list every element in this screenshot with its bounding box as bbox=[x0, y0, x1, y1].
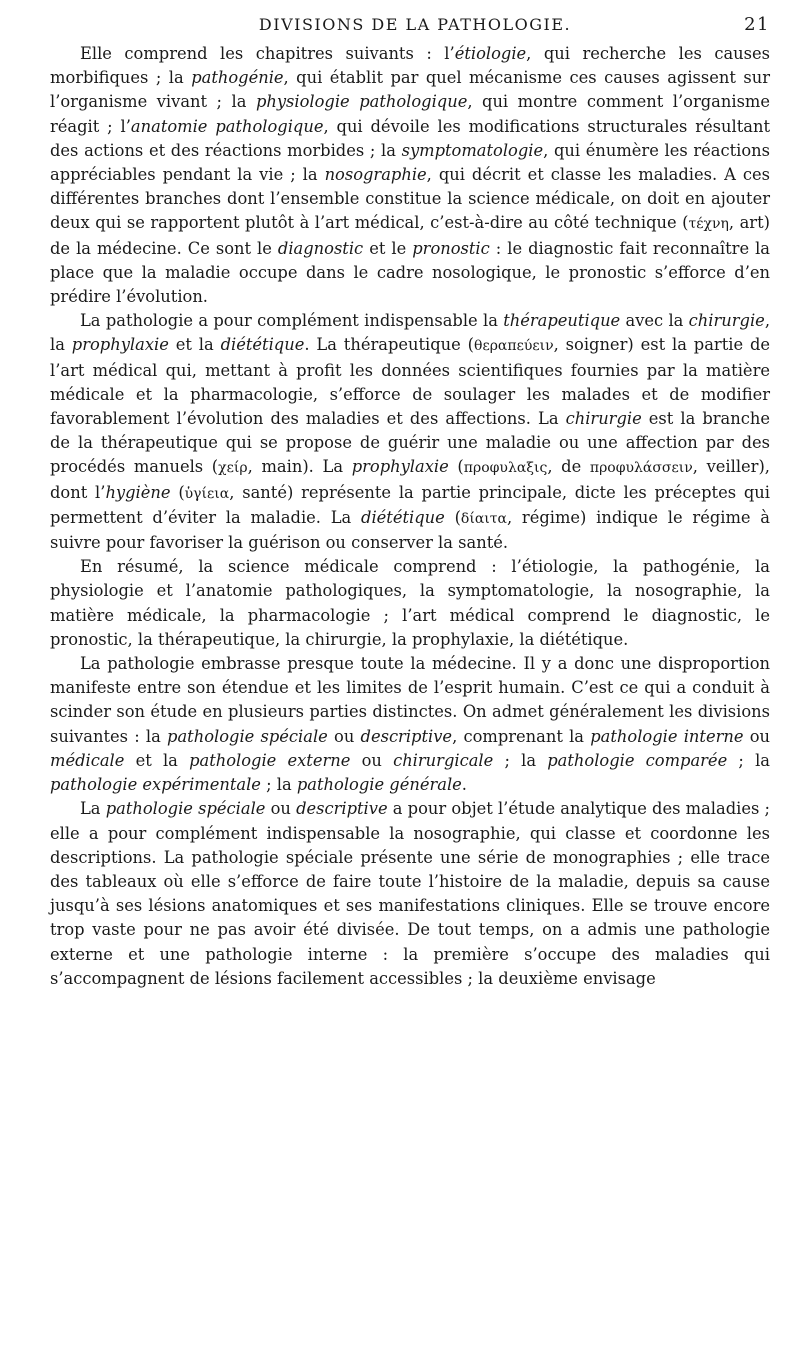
text-run: ou bbox=[743, 726, 770, 746]
text-run: , qui décrit et classe les maladies. A ces différentes branches dont l’ensemble constitue la science médicale, on doit en ajouter deux qui se rapportent plutôt à l’art médical, c’est-à-dire au côté technique ( bbox=[50, 165, 770, 233]
text-run: et la bbox=[168, 335, 221, 355]
paragraph bbox=[50, 309, 770, 555]
italic-term: hygiène bbox=[105, 482, 171, 502]
italic-term: pathogénie bbox=[191, 68, 284, 88]
running-head bbox=[50, 14, 770, 42]
text-run: , de bbox=[547, 457, 590, 477]
text-run: ( bbox=[170, 482, 185, 502]
text-run: , main). La bbox=[247, 457, 352, 477]
text-run: ( bbox=[448, 457, 464, 477]
running-title: DIVISIONS DE LA PATHOLOGIE. bbox=[258, 15, 572, 34]
text-run: ( bbox=[444, 507, 461, 527]
italic-term: diététique bbox=[220, 335, 305, 355]
text-run: , art) de la médecine. Ce sont le bbox=[50, 213, 770, 258]
text-run: , qui recherche les causes morbifiques ; la bbox=[50, 44, 770, 88]
paragraph bbox=[50, 42, 770, 309]
text-run: ou bbox=[350, 750, 394, 770]
text-run: ou bbox=[265, 799, 297, 819]
text-run: Elle comprend les chapitres suivants : l’ bbox=[80, 44, 455, 63]
greek-word: δίαιτα bbox=[460, 510, 507, 527]
text-run: . bbox=[461, 775, 467, 795]
page-number: 21 bbox=[744, 14, 770, 35]
body-text bbox=[50, 42, 770, 991]
italic-term: pathologie spéciale bbox=[167, 726, 328, 746]
italic-term: chirurgicale bbox=[393, 750, 494, 770]
text-run: . La thérapeutique ( bbox=[304, 335, 475, 355]
greek-word: θεραπεύειν bbox=[474, 338, 554, 355]
italic-term: pronostic bbox=[412, 238, 490, 258]
greek-word: χείρ bbox=[218, 460, 248, 477]
italic-term: prophylaxie bbox=[71, 335, 169, 355]
italic-term: descriptive bbox=[296, 799, 388, 819]
italic-term: pathologie générale bbox=[296, 775, 462, 795]
greek-word: προφυλάσσειν bbox=[589, 460, 693, 477]
text-run: et la bbox=[124, 750, 190, 770]
text-run: ; la bbox=[260, 775, 297, 795]
text-run: , régime) indique le régime à suivre pour favoriser la guérison ou conserver la santé. bbox=[50, 507, 771, 553]
text-run: a pour objet l’étude analytique des maladies ; elle a pour complément indispensable la nosographie, qui classe et coordonne les descriptions. La pathologie spéciale présente une série de monographies ; elle trace des tableaux où elle s’efforce de faire toute l’histoire de la maladie, depuis sa cause jusqu’à ses lésions anatomiques et ses manifestations cliniques. Elle se trouve encore trop vaste pour ne pas avoir été divisée. De tout temps, on a admis une pathologie externe et une pathologie interne : la première s’occupe des maladies qui s’accompagnent de lésions facilement accessibles ; la deuxième envisage bbox=[50, 799, 770, 988]
italic-term: symptomatologie bbox=[401, 140, 544, 160]
text-run: , qui énumère les réactions appréciables pendant la vie ; la bbox=[50, 140, 770, 185]
text-run: En résumé, la science médicale comprend : l’étiologie, la pathogénie, la physiologie et l’anatomie pathologiques, la symptomatologie, la nosographie, la matière médicale, la pharmacologie ; l’art médical comprend le diagnostic, le pronostic, la thérapeutique, la chirurgie, la prophylaxie, la diététique. bbox=[50, 557, 770, 649]
italic-term: médicale bbox=[50, 750, 125, 770]
text-run: ; la bbox=[493, 750, 548, 770]
greek-word: τέχνη bbox=[688, 216, 729, 233]
text-run: , qui montre comment l’organisme réagit ; l’ bbox=[50, 92, 770, 136]
paragraph bbox=[50, 555, 770, 652]
text-run: et le bbox=[363, 238, 413, 258]
text-run: , qui dévoile les modifications structurales résultant des actions et des réactions morbides ; la bbox=[50, 116, 771, 160]
text-run: avec la bbox=[620, 311, 689, 331]
text-run: La pathologie a pour complément indispensable la bbox=[80, 311, 504, 331]
greek-word: προφυλαξις bbox=[463, 460, 548, 477]
italic-term: chirurgie bbox=[688, 311, 765, 331]
italic-term: pathologie spéciale bbox=[105, 799, 266, 819]
text-run: , soigner) est la partie de l’art médical qui, mettant à profit les données scientifiques fournies par la matière médicale et la pharmacologie, s’efforce de soulager les malades et de modifier favorablement l’évolution des maladies et des affections. La bbox=[50, 335, 771, 429]
text-run: , comprenant la bbox=[452, 726, 591, 746]
text-run: est la branche de la thérapeutique qui se propose de guérir une maladie ou une affection par des procédés manuels ( bbox=[50, 409, 770, 477]
italic-term: pathologie interne bbox=[590, 726, 744, 746]
italic-term: étiologie bbox=[454, 44, 527, 63]
text-run: , veiller), dont l’ bbox=[50, 457, 770, 502]
italic-term: physiologie pathologique bbox=[255, 92, 468, 112]
text-run: La pathologie embrasse presque toute la médecine. Il y a donc une disproportion manifeste entre son étendue et les limites de l’esprit humain. C’est ce qui a conduit à scinder son étude en plusieurs parties distinctes. On admet généralement les divisions suivantes : la bbox=[50, 654, 770, 746]
italic-term: descriptive bbox=[360, 726, 453, 746]
italic-term: nosographie bbox=[324, 165, 427, 185]
italic-term: chirurgie bbox=[565, 409, 642, 429]
paragraph bbox=[50, 797, 770, 991]
text-run: : le diagnostic fait reconnaître la place que la maladie occupe dans le cadre nosologique, le pronostic s’efforce d’en prédire l’évolution. bbox=[50, 238, 770, 307]
italic-term: diététique bbox=[361, 507, 445, 527]
text-run: , qui établit par quel mécanisme ces causes agissent sur l’organisme vivant ; la bbox=[50, 68, 770, 112]
text-run: , santé) représente la partie principale, dicte les préceptes qui permettent d’éviter la maladie. La bbox=[50, 482, 770, 527]
italic-term: anatomie pathologique bbox=[130, 116, 324, 136]
italic-term: pathologie expérimentale bbox=[50, 775, 261, 795]
paragraph bbox=[50, 652, 770, 797]
text-run: , la bbox=[50, 311, 770, 355]
text-run: ; la bbox=[727, 750, 771, 770]
italic-term: thérapeutique bbox=[503, 311, 621, 331]
italic-term: diagnostic bbox=[277, 238, 364, 258]
text-run: ou bbox=[327, 726, 361, 746]
greek-word: ὑγίεια bbox=[184, 485, 230, 502]
italic-term: pathologie comparée bbox=[547, 750, 728, 770]
italic-term: prophylaxie bbox=[351, 457, 449, 477]
text-run: La bbox=[80, 799, 106, 819]
italic-term: pathologie externe bbox=[189, 750, 351, 770]
